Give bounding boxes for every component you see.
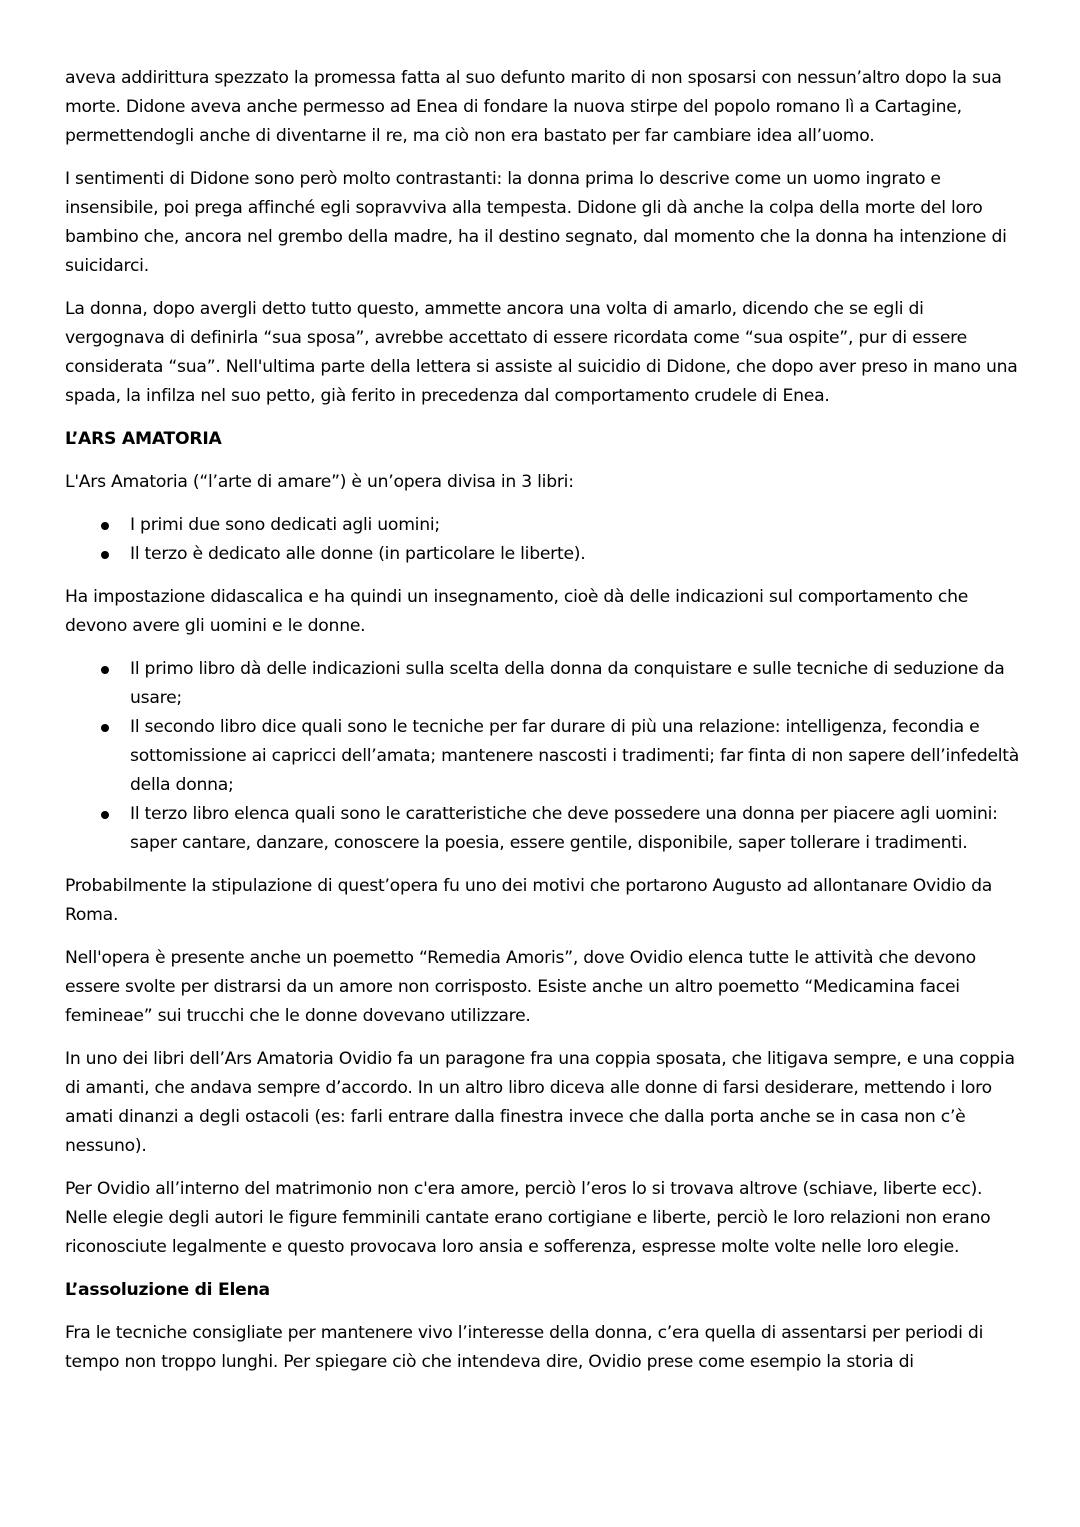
paragraph: La donna, dopo avergli detto tutto questo, ammette ancora una volta di amarlo, dicendo che se egli di vergognava di definirla “sua sposa”, avrebbe accettato di essere ricordata come “sua ospite”, pur di essere considerata “sua”. Nell'ultima parte della lettera si assiste al suicidio di Didone, che dopo aver preso in mano una spada, la infilza nel suo petto, già ferito in precedenza dal comportamento crudele di Enea.: [65, 299, 1018, 406]
bullet-list-libri: [65, 511, 1020, 569]
paragraph: Per Ovidio all’interno del matrimonio non c'era amore, perciò l’eros lo si trovava altrove (schiave, liberte ecc). Nelle elegie degli autori le figure femminili cantate erano cortigiane e liberte, perciò le loro relazioni non erano riconosciute legalmente e questo provocava loro ansia e sofferenza, espresse molte volte nelle loro elegie.: [65, 1179, 991, 1257]
section-heading-ars-amatoria: L’ARS AMATORIA: [65, 429, 222, 449]
paragraph: In uno dei libri dell’Ars Amatoria Ovidio fa un paragone fra una coppia sposata, che litigava sempre, e una coppia di amanti, che andava sempre d’accordo. In un altro libro diceva alle donne di farsi desiderare, mettendo i loro amati dinanzi a degli ostacoli (es: farli entrare dalla finestra invece che dalla porta anche se in casa non c’è nessuno).: [65, 1049, 1015, 1156]
paragraph: Ha impostazione didascalica e ha quindi un insegnamento, cioè dà delle indicazioni sul comportamento che devono avere gli uomini e le donne.: [65, 587, 969, 636]
bullet-list-contenuti: [65, 655, 1020, 858]
list-item: Il secondo libro dice quali sono le tecniche per far durare di più una relazione: intelligenza, fecondia e sottomissione ai capricci dell’amata; mantenere nascosti i tradimenti; far finta di non sapere dell’infedeltà della donna;: [130, 713, 1020, 800]
list-item: I primi due sono dedicati agli uomini;: [130, 511, 1020, 540]
list-item: Il primo libro dà delle indicazioni sulla scelta della donna da conquistare e sulle tecniche di seduzione da usare;: [130, 655, 1020, 713]
list-item: Il terzo libro elenca quali sono le caratteristiche che deve possedere una donna per piacere agli uomini: saper cantare, danzare, conoscere la poesia, essere gentile, disponibile, saper tollerare i tradimenti.: [130, 800, 1020, 858]
document-page: [65, 64, 1020, 1391]
paragraph: Fra le tecniche consigliate per mantenere vivo l’interesse della donna, c’era quella di assentarsi per periodi di tempo non troppo lunghi. Per spiegare ciò che intendeva dire, Ovidio prese come esempio la storia di: [65, 1323, 984, 1372]
section-heading-assoluzione: L’assoluzione di Elena: [65, 1280, 270, 1300]
list-item: Il terzo è dedicato alle donne (in particolare le liberte).: [130, 540, 1020, 569]
paragraph: L'Ars Amatoria (“l’arte di amare”) è un’opera divisa in 3 libri:: [65, 472, 574, 492]
paragraph: aveva addirittura spezzato la promessa fatta al suo defunto marito di non sposarsi con nessun’altro dopo la sua morte. Didone aveva anche permesso ad Enea di fondare la nuova stirpe del popolo romano lì a Cartagine, permettendogli anche di diventarne il re, ma ciò non era bastato per far cambiare idea all’uomo.: [65, 68, 1002, 146]
paragraph: I sentimenti di Didone sono però molto contrastanti: la donna prima lo descrive come un uomo ingrato e insensibile, poi prega affinché egli sopravviva alla tempesta. Didone gli dà anche la colpa della morte del loro bambino che, ancora nel grembo della madre, ha il destino segnato, dal momento che la donna ha intenzione di suicidarci.: [65, 169, 1007, 276]
paragraph: Nell'opera è presente anche un poemetto “Remedia Amoris”, dove Ovidio elenca tutte le attività che devono essere svolte per distrarsi da un amore non corrisposto. Esiste anche un altro poemetto “Medicamina facei femineae” sui trucchi che le donne dovevano utilizzare.: [65, 948, 976, 1026]
paragraph: Probabilmente la stipulazione di quest’opera fu uno dei motivi che portarono Augusto ad allontanare Ovidio da Roma.: [65, 876, 993, 925]
